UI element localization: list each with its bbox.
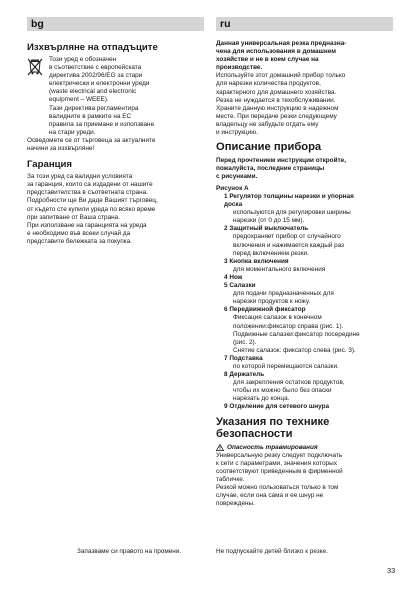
part-title: 3 Кнопка включения (224, 257, 289, 265)
language-tab-ru: ru (216, 17, 393, 31)
page-number: 33 (387, 566, 396, 575)
language-tab-bg: bg (27, 17, 204, 31)
disposal-line: Този уред е обозначен (49, 56, 117, 63)
danger-label: Опасность травмирования (227, 443, 318, 451)
part-description: включения и нажимается каждый раз (233, 241, 345, 249)
part-description: чтобы их можно было без опаски (233, 387, 332, 395)
disposal-line: в съответствие с европейската (49, 64, 142, 72)
right-column (216, 40, 398, 508)
parts-list-item (216, 274, 398, 282)
part-description: (рис. 2). (233, 338, 257, 346)
part-description: нарезки продуктов к ножу. (233, 298, 311, 306)
parts-list-item (216, 258, 398, 274)
parts-list-item (216, 282, 398, 306)
safety-heading-line: Указания по технике (216, 415, 330, 428)
part-description: Подвижные салазки:фиксатор посередине (233, 330, 360, 338)
warning-triangle-icon (216, 444, 224, 451)
part-description: предохраняет прибор от случайного (233, 233, 341, 241)
part-title: 8 Держатель (224, 371, 265, 379)
disposal-note (27, 137, 207, 153)
intro-line: месте. При передаче резки следующему (216, 112, 337, 120)
parts-list-item (216, 403, 398, 411)
warranty-line: За този уред са валидни условията (27, 173, 133, 181)
disposal-block (27, 56, 207, 137)
parts-list-item (216, 225, 398, 257)
safety-heading-line: безопасности (216, 428, 293, 441)
disposal-note-line: начини за изхвърляне! (27, 145, 95, 153)
disposal-line: Тази директива регламентира (49, 104, 139, 112)
warranty-line: представите бележката за покупка. (27, 237, 132, 245)
intro-bold-line: чена для использования в домашнем (216, 48, 336, 56)
parts-list-item (216, 371, 398, 403)
safety-line: табличке. (216, 475, 245, 483)
disposal-line: правила за приемане и използване (49, 120, 155, 128)
disposal-line: на стари уреди. (49, 128, 96, 136)
intro-line: Храните данную инструкцию в надежном (216, 104, 339, 112)
part-title: 9 Отделение для сетевого шнура (224, 403, 330, 411)
part-description: по которой перемещаются салазки. (233, 362, 339, 370)
description-note-line: с рисунками. (216, 172, 258, 180)
disposal-heading: Изхвърляне на отпадъците (27, 42, 158, 53)
warranty-line: представителства в съответната страна. (27, 189, 148, 197)
safety-line: Универсальную резку следует подключать (216, 451, 343, 459)
warranty-line: При използване на гаранцията на уреда (27, 221, 147, 229)
part-description: Снятие салазок: фиксатор слева (рис. 3). (233, 346, 356, 354)
footnote-left: Запазваме си правото на промени. (77, 548, 182, 555)
warranty-heading: Гаранция (27, 159, 73, 171)
intro-line: Используйте этот домашний прибор только (216, 72, 346, 80)
intro-text (216, 72, 398, 137)
disposal-line: директива 2002/96/EG за стари (49, 72, 143, 80)
description-note-line: Перед прочтением инструкции откройте, (216, 156, 346, 164)
intro-bold-line: Данная универсальная резка предназна- (216, 40, 347, 47)
disposal-text (49, 56, 207, 137)
disposal-line: електрически и електронни уреди (49, 80, 150, 88)
parts-list-item (216, 355, 398, 371)
part-description: нарезать до конца. (233, 395, 290, 403)
warranty-line: за гаранция, които са издадени от нашите (27, 181, 153, 189)
warranty-line: при запитване от Ваша страна. (27, 213, 121, 221)
intro-line: Резка не нуждается в техобслуживании. (216, 96, 336, 104)
safety-line: Резкой можно пользоваться только в том (216, 484, 339, 491)
safety-heading (216, 416, 398, 441)
disposal-line: equipment – WEEE). (49, 96, 109, 104)
description-heading: Описание прибора (216, 141, 322, 154)
safety-line: случае, если она сама и ее шнур не (216, 492, 324, 500)
part-title: 5 Салазки (224, 282, 256, 290)
safety-text (216, 452, 398, 509)
part-description: нарезки (от 0 до 15 мм). (233, 217, 305, 225)
left-column (27, 40, 207, 246)
part-description: перед включением резки. (233, 249, 309, 257)
safety-line: повреждены. (216, 500, 255, 508)
part-title: 6 Передвижной фиксатор (224, 306, 306, 314)
figure-label: Рисунок А (216, 184, 249, 192)
part-description: для моментального включения (233, 265, 326, 273)
disposal-line: валидните в рамките на ЕС (49, 112, 132, 120)
part-title: 7 Подставка (224, 354, 263, 362)
warranty-line: Подробности ще Ви даде Вашият търговец, (27, 197, 158, 205)
intro-line: характерного для домашнего хозяйства. (216, 88, 337, 96)
intro-bold-text (216, 40, 398, 72)
parts-list (216, 193, 398, 412)
part-title: 4 Нож (224, 273, 243, 281)
disposal-note-line: Осведомете се от търговеца за актуалните (27, 136, 156, 144)
part-title: 1 Регулятор толщины нарезки и упорная (224, 193, 354, 200)
warranty-text (27, 173, 207, 246)
warranty-line: е необходимо във всеки случай да (27, 229, 131, 237)
crossed-bin-icon (27, 58, 43, 76)
part-description: для подачи предназначенных для (233, 290, 334, 298)
safety-line: к сети с параметрами, значения которых (216, 459, 337, 467)
warranty-line: от където сте купили уреда по всяко време (27, 205, 156, 213)
part-description: Фиксация салазок в конечном (233, 314, 322, 322)
part-description: используются для регулировки ширины (233, 209, 351, 217)
intro-bold-line: хозяйстве и не в коем случае на (216, 56, 319, 64)
danger-label-row (216, 444, 398, 452)
safety-line: соответствуют приведенным в фирменной (216, 467, 343, 475)
part-description: для закрепления остатков продуктов, (233, 379, 345, 387)
intro-line: владельцу не забудьте отдать ему (216, 120, 319, 128)
part-title: доска (224, 201, 243, 209)
parts-list-item (216, 193, 398, 225)
disposal-line: (waste electrical and electronic (49, 88, 137, 96)
intro-line: и инструкцию. (216, 129, 258, 137)
parts-list-item (216, 306, 398, 355)
intro-line: для нарезки количества продуктов, (216, 80, 321, 88)
description-note (216, 157, 398, 181)
description-note-line: пожалуйста, последние страницы (216, 164, 325, 172)
part-title: 2 Защитный выключатель (224, 225, 309, 233)
intro-bold-line: производстве. (216, 64, 263, 72)
part-description: положении:фиксатор справа (рис. 1). (233, 322, 344, 330)
footnote-right: Не подпускайте детей близко к резке. (216, 548, 328, 555)
